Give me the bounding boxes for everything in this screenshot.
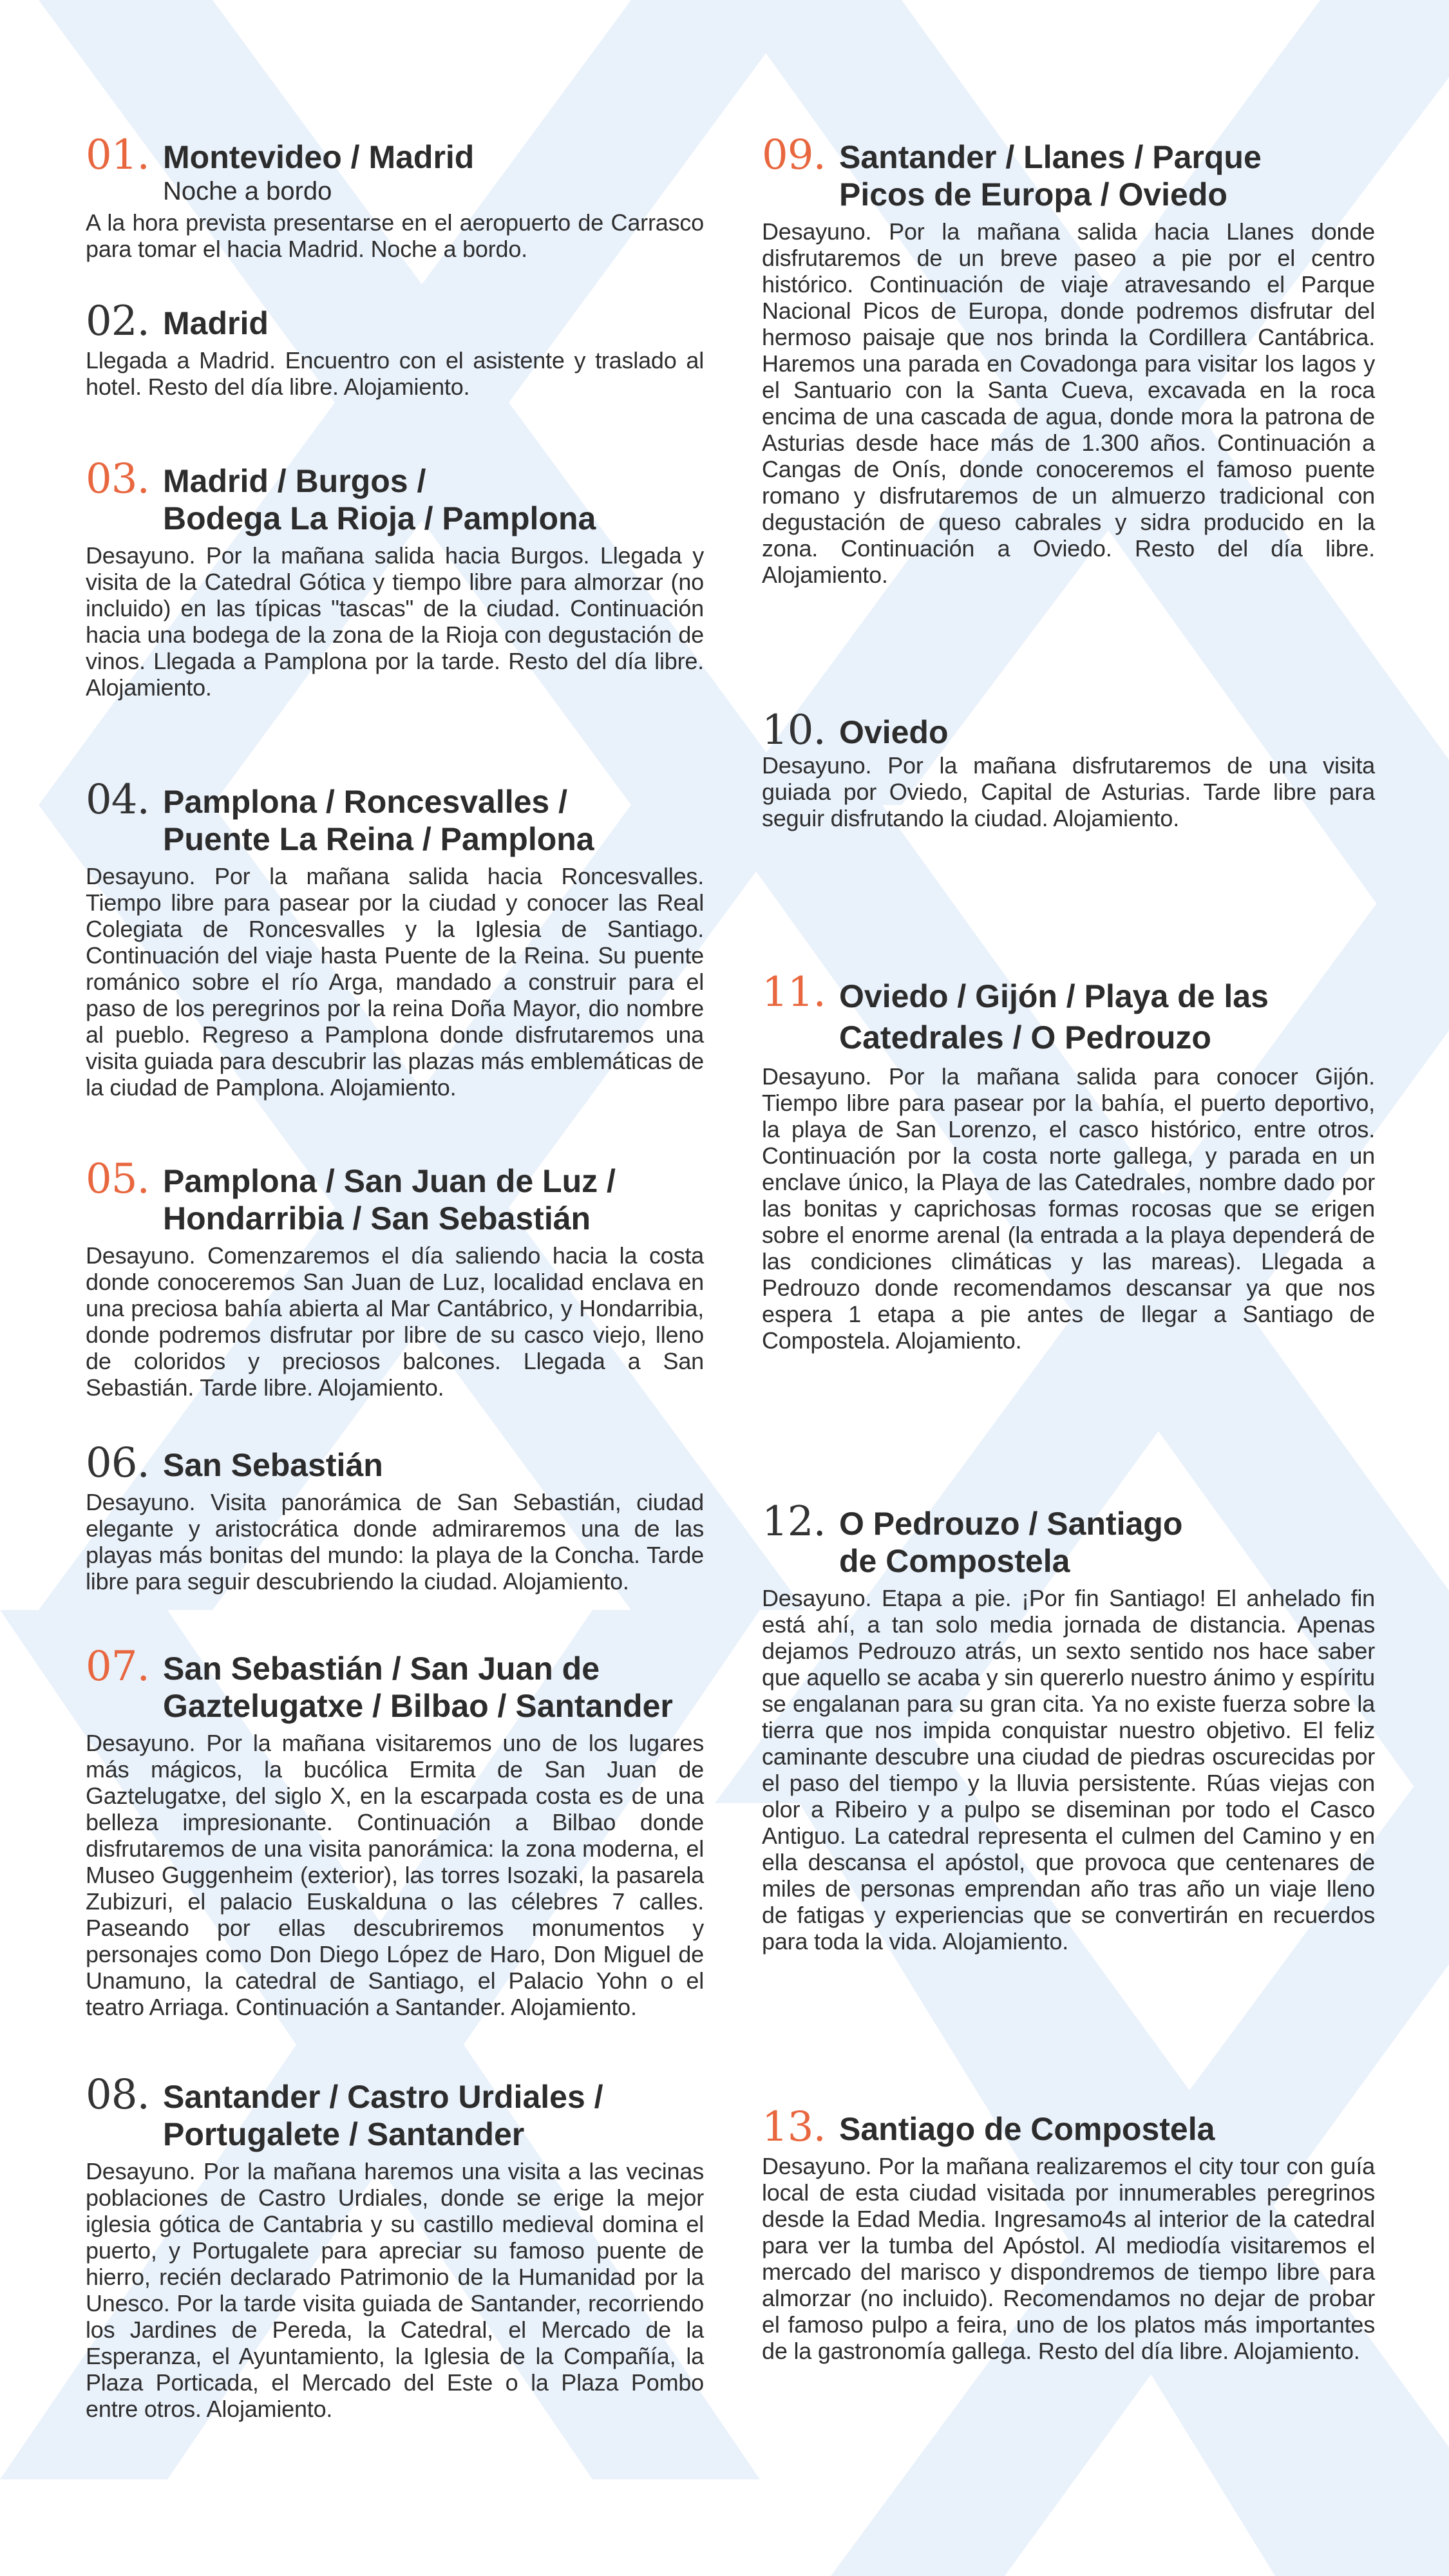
day-01 [86,131,704,262]
day-title: Montevideo / Madrid [163,139,475,175]
day-description: Desayuno. Por la mañana salida hacia Roncesvalles. Tiempo libre para pasear por la ciudad y conocer las Real Colegiata de Roncesvalles y la Iglesia de Santiago. Continuación del viaje hasta Puente de la Reina. Su puente románico sobre el río Arga, mandado a construir para el paso de los peregrinos por la reina Doña Mayor, dio nombre al pueblo. Regreso a Pamplona donde disfrutaremos una visita guiada para descubrir las plazas más emblemáticas de la ciudad de Pamplona. Alojamiento. [86,863,704,1101]
day-title-line-2: Hondarribia / San Sebastián [163,1200,591,1236]
day-title-line-1: Santander / Llanes / Parque [839,139,1262,175]
day-title-line-2: Bodega La Rioja / Pamplona [163,500,596,536]
day-description: Desayuno. Por la mañana realizaremos el city tour con guía local de esta ciudad visitada por innumerables peregrinos desde la Edad Media. Ingresamo4s al interior de la catedral para ver la tumba del Apóstol. Al mediodía visitaremos el mercado del marisco y dispondremos de tiempo libre para almorzar (no incluido). Recomendamos no dejar de probar el famoso pulpo a feira, uno de los platos más importantes de la gastronomía gallega. Resto del día libre. Alojamiento. [762,2153,1375,2364]
day-header [86,298,704,345]
day-title-line-2: Gaztelugatxe / Bilbao / Santander [163,1688,673,1724]
day-description: Desayuno. Visita panorámica de San Sebastián, ciudad elegante y aristocrática donde admiraremos una de las playas más bonitas del mundo: la playa de la Concha. Tarde libre para seguir descubriendo la ciudad. Alojamiento. [86,1489,704,1595]
day-08 [86,2071,704,2422]
day-number: 02. [86,298,149,345]
day-05 [86,1155,704,1401]
day-12 [762,1498,1375,1955]
day-title: Oviedo [839,714,949,750]
day-number: 11. [762,969,826,1016]
day-07 [86,1643,704,2020]
day-number: 03. [86,455,149,503]
day-description: Desayuno. Por la mañana salida para conocer Gijón. Tiempo libre para pasear por la bahía, el puerto deportivo, la playa de San Lorenzo, el casco histórico, entre otros. Continuación por la costa norte gallega, y parada en un enclave único, la Playa de las Catedrales, nombre dado por las bonitas y caprichosas formas rocosas que se erigen sobre el enorme arenal (la entrada a la playa dependerá de las condiciones climáticas y las mareas). Llegada a Pedrouzo donde recomendamos descansar ya que nos espera 1 etapa a pie antes de llegar a Santiago de Compostela. Alojamiento. [762,1063,1375,1354]
day-description: Desayuno. Por la mañana salida hacia Burgos. Llegada y visita de la Catedral Gótica y tiempo libre para almorzar (no incluido) en las típicas "tascas" de la ciudad. Continuación hacia una bodega de la zona de la Rioja con degustación de vinos. Llegada a Pamplona por la tarde. Resto del día libre. Alojamiento. [86,542,704,701]
day-description: Desayuno. Por la mañana disfrutaremos de una visita guiada por Oviedo, Capital de Asturias. Tarde libre para seguir disfrutando la ciudad. Alojamiento. [762,752,1375,831]
day-02 [86,298,704,400]
day-header [762,969,1375,1058]
day-header [86,1155,704,1237]
day-title-line-2: Portugalete / Santander [163,2116,525,2152]
day-description: Desayuno. Por la mañana haremos una visita a las vecinas poblaciones de Castro Urdiales, donde se erige la mejor iglesia gótica de Cantabria y su castillo medieval domina el puerto, y Portugalete para apreciar su famoso puente de hierro, recién declarado Patrimonio de la Humanidad por la Unesco. Por la tarde visita guiada de Santander, recorriendo los Jardines de Pereda, la Catedral, el Mercado de la Esperanza, el Ayuntamiento, la Iglesia de la Compañía, la Plaza Porticada, el Mercado del Este o la Plaza Pombo entre otros. Alojamiento. [86,2158,704,2422]
day-description: A la hora prevista presentarse en el aeropuerto de Carrasco para tomar el hacia Madrid. Noche a bordo. [86,209,704,262]
day-description: Desayuno. Comenzaremos el día saliendo hacia la costa donde conoceremos San Juan de Luz, localidad enclava en una preciosa bahía abierta al Mar Cantábrico, y Hondarribia, donde podremos disfrutar por libre de su casco viejo, lleno de coloridos y preciosos balcones. Llegada a San Sebastián. Tarde libre. Alojamiento. [86,1242,704,1401]
day-11 [762,969,1375,1354]
day-title: San Sebastián [163,1447,383,1483]
day-number: 09. [762,131,826,179]
day-10 [762,706,1375,831]
day-title-line-2: Puente La Reina / Pamplona [163,821,594,857]
day-header [86,2071,704,2153]
day-number: 01. [86,131,149,179]
day-title-line-1: O Pedrouzo / Santiago [839,1506,1183,1542]
day-header [762,131,1375,213]
day-title-line-1: Oviedo / Gijón / Playa de las [839,978,1269,1014]
day-title-line-1: Pamplona / Roncesvalles / [163,784,568,820]
day-number: 07. [86,1643,149,1690]
day-description: Desayuno. Por la mañana visitaremos uno de los lugares más mágicos, la bucólica Ermita de San Juan de Gaztelugatxe, del siglo X, en la escarpada costa es de una belleza impresionante. Continuación a Bilbao donde disfrutaremos de una visita panorámica: la zona moderna, el Museo Guggenheim (exterior), las torres Isozaki, la pasarela Zubizuri, el palacio Euskalduna o las célebres 7 calles. Paseando por ellas descubriremos monumentos y personajes como Don Diego López de Haro, Don Miguel de Unamuno, la catedral de Santiago, el Palacio Yohn o el teatro Arriaga. Continuación a Santander. Alojamiento. [86,1730,704,2020]
day-title-line-1: Pamplona / San Juan de Luz / [163,1163,616,1199]
day-title: Madrid [163,305,269,341]
day-header [86,1439,704,1487]
day-number: 05. [86,1155,149,1203]
day-description: Desayuno. Etapa a pie. ¡Por fin Santiago! El anhelado fin está ahí, a tan solo media jornada de distancia. Apenas dejamos Pedrouzo atrás, un sexto sentido nos hace saber que aquello se acaba y sin quererlo nuestro ánimo y espíritu se engalanan para su gran cita. Ya no existe fuerza sobre la tierra que nos impida conquistar nuestro objetivo. El feliz caminante descubre una ciudad de piedras oscurecidas por el paso del tiempo y la lluvia persistente. Rúas viejas con olor a Ribeiro y a pulpo se diseminan por todo el Casco Antiguo. La catedral representa el culmen del Camino y en ella descansa el apóstol, que provoca que centenares de miles de personas emprendan año tras año un viaje lleno de fatigas y experiencias que se convertirán en recuerdos para toda la vida. Alojamiento. [762,1585,1375,1955]
day-title-line-1: Madrid / Burgos / [163,463,426,499]
day-number: 13. [762,2103,826,2151]
day-title-line-2: de Compostela [839,1543,1070,1579]
day-03 [86,455,704,701]
day-09 [762,131,1375,588]
day-title-line-1: San Sebastián / San Juan de [163,1651,600,1687]
day-header [86,776,704,858]
day-04 [86,776,704,1101]
day-title-line-1: Santander / Castro Urdiales / [163,2079,603,2115]
day-header [86,131,704,207]
day-description: Desayuno. Por la mañana salida hacia Llanes donde disfrutaremos de un breve paseo a pie por el centro histórico. Continuación de viaje atravesando el Parque Nacional Picos de Europa, donde podremos disfrutar del hermoso paisaje que nos brinda la Cordillera Cantábrica. Haremos una parada en Covadonga para visitar los lagos y el Santuario con la Santa Cueva, excavada en la roca encima de una cascada de agua, donde mora la patrona de Asturias desde hace más de 1.300 años. Continuación a Cangas de Onís, donde conoceremos el famoso puente romano y disfrutaremos de un almuerzo tradicional con degustación de queso cabrales y sidra producido en la zona. Continuación a Oviedo. Resto del día libre. Alojamiento. [762,218,1375,588]
day-description: Llegada a Madrid. Encuentro con el asistente y traslado al hotel. Resto del día libre. Alojamiento. [86,347,704,400]
day-header [86,455,704,537]
day-title-line-2: Picos de Europa / Oviedo [839,176,1227,213]
day-header [762,2103,1375,2151]
day-number: 06. [86,1439,149,1487]
day-number: 04. [86,776,149,824]
day-subtitle: Noche a bordo [163,177,332,205]
day-header [762,706,1375,754]
day-header [86,1643,704,1725]
day-title: Santiago de Compostela [839,2111,1215,2147]
day-number: 08. [86,2071,149,2119]
day-13 [762,2103,1375,2364]
day-06 [86,1439,704,1595]
day-title-line-2: Catedrales / O Pedrouzo [839,1019,1211,1056]
day-number: 10. [762,706,826,754]
day-header [762,1498,1375,1580]
day-number: 12. [762,1498,826,1546]
